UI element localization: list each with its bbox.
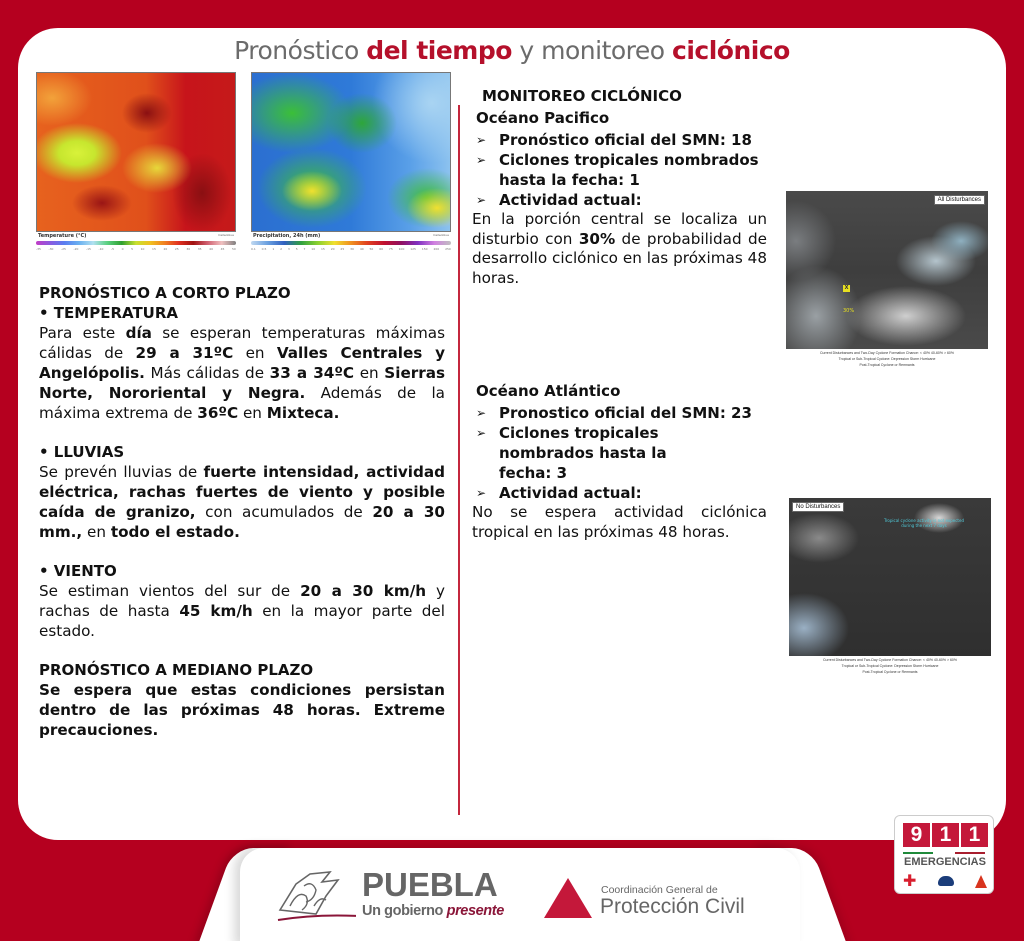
tick-label: 7	[303, 247, 306, 251]
title-part-4: ciclónico	[672, 36, 790, 65]
pc-name-line: Protección Civil	[600, 895, 745, 918]
atlantic-satellite-image	[789, 498, 991, 656]
rain-heading: • LLUVIAS	[39, 443, 125, 461]
bullet-text: Actividad actual:	[499, 191, 642, 209]
emphasis-text: día	[125, 324, 152, 342]
text-run: Se estiman vientos del sur de	[39, 582, 301, 600]
digit: 9	[903, 823, 930, 847]
digits-911	[903, 823, 988, 847]
tick-label: 45	[220, 247, 225, 251]
short-term-heading: PRONÓSTICO A CORTO PLAZO	[39, 284, 291, 302]
tick-label: 25	[174, 247, 179, 251]
tick-label: 20	[163, 247, 168, 251]
atlantic-bullet-forecast	[472, 403, 767, 423]
tagline-plain: Un gobierno	[362, 903, 447, 919]
tick-label: 5	[131, 247, 134, 251]
tick-label: 15	[152, 247, 156, 251]
caption-line: Tropical or Sub-Tropical Cyclone: Depression Storm Hurricane	[838, 357, 936, 361]
text-run: en	[233, 344, 277, 362]
atlantic-bullet-activity	[472, 483, 767, 503]
tick-label: -35	[36, 247, 41, 251]
tick-label: 0	[121, 247, 124, 251]
emergency-icons	[903, 873, 987, 889]
arrow-bullet-icon: ➢	[476, 133, 487, 147]
temperature-map	[36, 72, 236, 232]
pacific-activity-text	[472, 210, 767, 288]
cyclone-heading: MONITOREO CICLÓNICO	[482, 87, 682, 105]
emphasis-text: 29 a 31ºC	[135, 344, 234, 362]
emphasis-text: 30%	[578, 229, 616, 248]
tick-label: 125	[410, 247, 416, 251]
emphasis-text: 20 a 30 km/h	[300, 582, 427, 600]
atlantic-image-label: No Disturbances	[792, 502, 844, 512]
puebla-logo	[276, 866, 516, 926]
green-stripe	[903, 852, 933, 854]
text-run: en	[238, 404, 267, 422]
temperature-ticks	[36, 247, 236, 251]
tick-label: -15	[86, 247, 91, 251]
atlantic-image-note: Tropical cyclone activity is not expected during the next 7 days	[884, 518, 964, 528]
rain-text	[39, 462, 445, 542]
disturbance-marker-icon: X	[844, 285, 849, 291]
text-run: Más cálidas de	[144, 364, 270, 382]
caption-line: Post-Tropical Cyclone or Remnants	[862, 670, 918, 674]
emphasis-text: Valles Centrales y Angelópolis.	[39, 344, 445, 382]
tick-label: 20	[330, 247, 335, 251]
tick-label: 200	[433, 247, 440, 251]
puebla-wordmark: PUEBLA	[362, 866, 498, 903]
tick-label: 50	[232, 247, 236, 251]
wind-heading: • VIENTO	[39, 562, 117, 580]
emergency-911-badge	[894, 815, 994, 894]
precipitation-legend	[251, 233, 451, 253]
tick-label: -25	[61, 247, 66, 251]
bullet-text: Ciclones tropicales nombrados hasta la fecha: 1	[499, 151, 759, 189]
text-run: Se prevén lluvias de	[39, 463, 204, 481]
pacific-bullet-forecast	[472, 130, 767, 150]
emphasis-text: Sierras Norte, Nororiental y Negra.	[39, 364, 446, 402]
emphasis-text: todo el estado.	[110, 523, 240, 541]
tick-label: 0.1	[251, 247, 256, 251]
atlantic-bullets	[472, 403, 767, 503]
title-part-3: y monitoreo	[511, 36, 673, 65]
digit: 1	[932, 823, 959, 847]
arrow-bullet-icon: ➢	[476, 486, 487, 500]
text-run: Además de la máxima extrema de	[39, 384, 445, 422]
pacific-satellite-image	[786, 191, 988, 349]
arrow-bullet-icon: ➢	[476, 153, 487, 167]
triangle-icon	[544, 878, 592, 918]
emphasis-text: 45 km/h	[179, 602, 253, 620]
title-part-1: Pronóstico	[234, 36, 367, 65]
bullet-text: Ciclones tropicales nombrados hasta la fecha: 3	[499, 424, 667, 482]
arrow-bullet-icon: ➢	[476, 193, 487, 207]
caption-line: Post-Tropical Cyclone or Remnants	[859, 363, 915, 367]
tick-label: 10	[140, 247, 145, 251]
police-cap-icon	[938, 876, 954, 886]
tick-label: 15	[321, 247, 325, 251]
medium-term-heading: PRONÓSTICO A MEDIANO PLAZO	[39, 661, 314, 679]
text-run: en	[354, 364, 385, 382]
emergencias-label: EMERGENCIAS	[904, 856, 986, 868]
atlantic-activity-text: No se espera actividad ciclónica tropical en las próximas 48 horas.	[472, 503, 767, 541]
temperature-text	[39, 323, 445, 423]
tick-label: 100	[398, 247, 405, 251]
title-part-2: del tiempo	[366, 36, 512, 65]
cross-icon: ✚	[903, 871, 917, 890]
tick-label: -30	[48, 247, 54, 251]
puebla-tagline	[362, 903, 504, 919]
digit: 1	[961, 823, 988, 847]
tick-label: 150	[421, 247, 428, 251]
tick-label: 75	[388, 247, 393, 251]
tick-label: 1	[272, 247, 275, 251]
emphasis-text: 33 a 34ºC	[269, 364, 355, 382]
pacific-heading: Océano Pacifico	[476, 109, 610, 127]
bullet-text: Actividad actual:	[499, 484, 642, 502]
tick-label: 50	[369, 247, 374, 251]
pacific-bullets	[472, 130, 767, 210]
pacific-bullet-activity	[472, 190, 767, 210]
text-run: de probabilidad de desarrollo ciclónico en las próximas 48 horas.	[472, 229, 767, 287]
fire-bell-icon	[975, 875, 987, 888]
column-divider	[458, 105, 460, 815]
emphasis-text: Mixteca.	[266, 404, 340, 422]
tick-label: 10	[311, 247, 316, 251]
atlantic-image-caption	[789, 657, 991, 675]
atlantic-bullet-named	[472, 423, 767, 483]
emphasis-text: 20 a 30 mm.,	[39, 503, 446, 541]
bullet-text: Pronostico oficial del SMN: 23	[499, 404, 752, 422]
caption-line: Current Disturbances and Two-Day Cyclone Formation Chance: < 40% 40-60% > 60%	[820, 351, 954, 355]
tick-label: 60	[379, 247, 384, 251]
tick-label: 35	[197, 247, 202, 251]
page-title	[0, 36, 1024, 65]
medium-term-text: Se espera que estas condiciones persistan dentro de las próximas 48 horas. Extreme precauciones.	[39, 681, 445, 739]
temperature-legend	[36, 233, 236, 253]
caption-line: Tropical or Sub-Tropical Cyclone: Depression Storm Hurricane	[841, 664, 939, 668]
temperature-credit: meteoblue	[217, 233, 234, 237]
arrow-bullet-icon: ➢	[476, 406, 487, 420]
atlantic-heading: Océano Atlántico	[476, 382, 621, 400]
tick-label: 40	[359, 247, 364, 251]
tick-label: 250	[445, 247, 451, 251]
atlantic-section	[472, 380, 767, 542]
tick-label: 0.5	[261, 247, 267, 251]
emphasis-text: 36ºC	[197, 404, 239, 422]
tick-label: -10	[98, 247, 104, 251]
text-run: En la porción central se localiza un disturbio con	[472, 210, 767, 248]
tagline-accent: presente	[446, 903, 504, 919]
temperature-legend-title: Temperature (°C)	[38, 233, 87, 239]
forecast-column	[39, 283, 445, 740]
tick-label: 30	[350, 247, 354, 251]
text-run: en	[82, 523, 111, 541]
precipitation-ticks	[251, 247, 451, 251]
tick-label: 5	[295, 247, 298, 251]
arrow-bullet-icon: ➢	[476, 426, 487, 440]
tick-label: 2	[280, 247, 283, 251]
wind-text	[39, 581, 445, 641]
caption-line: Current Disturbances and Two-Day Cyclone Formation Chance: < 40% 40-60% > 60%	[823, 658, 957, 662]
tick-label: 25	[340, 247, 345, 251]
pc-org-line: Coordinación General de	[601, 884, 718, 896]
disturbance-probability: 30%	[843, 308, 855, 314]
tick-label: 3	[287, 247, 290, 251]
red-stripe	[955, 852, 985, 854]
text-run: en la mayor parte del estado.	[39, 602, 445, 640]
text-run: y rachas de hasta	[39, 582, 445, 620]
tick-label: 40	[209, 247, 213, 251]
tick-label: 30	[186, 247, 191, 251]
text-run: se esperan temperaturas máximas cálidas de	[39, 324, 445, 362]
pacific-bullet-named	[472, 150, 767, 190]
precipitation-legend-title: Precipitation, 24h (mm)	[253, 233, 321, 239]
precipitation-credit: meteoblue	[432, 233, 449, 237]
temperature-color-bar	[36, 241, 236, 245]
tick-label: -5	[111, 247, 114, 251]
bullet-text: Pronóstico oficial del SMN: 18	[499, 131, 752, 149]
pacific-image-label: All Disturbances	[934, 195, 985, 205]
cyclone-column	[472, 86, 767, 288]
emphasis-text: fuerte intensidad, actividad eléctrica, rachas fuertes de viento y posible caída de granizo,	[39, 463, 445, 521]
text-run: Para este	[39, 324, 126, 342]
precipitation-map	[251, 72, 451, 232]
tick-label: -20	[73, 247, 79, 251]
temperature-heading: • TEMPERATURA	[39, 304, 179, 322]
puebla-emblem-icon	[276, 866, 356, 924]
precipitation-color-bar	[251, 241, 451, 245]
proteccion-civil-logo	[544, 876, 764, 920]
text-run: con acumulados de	[195, 503, 373, 521]
pacific-image-caption	[786, 350, 988, 368]
